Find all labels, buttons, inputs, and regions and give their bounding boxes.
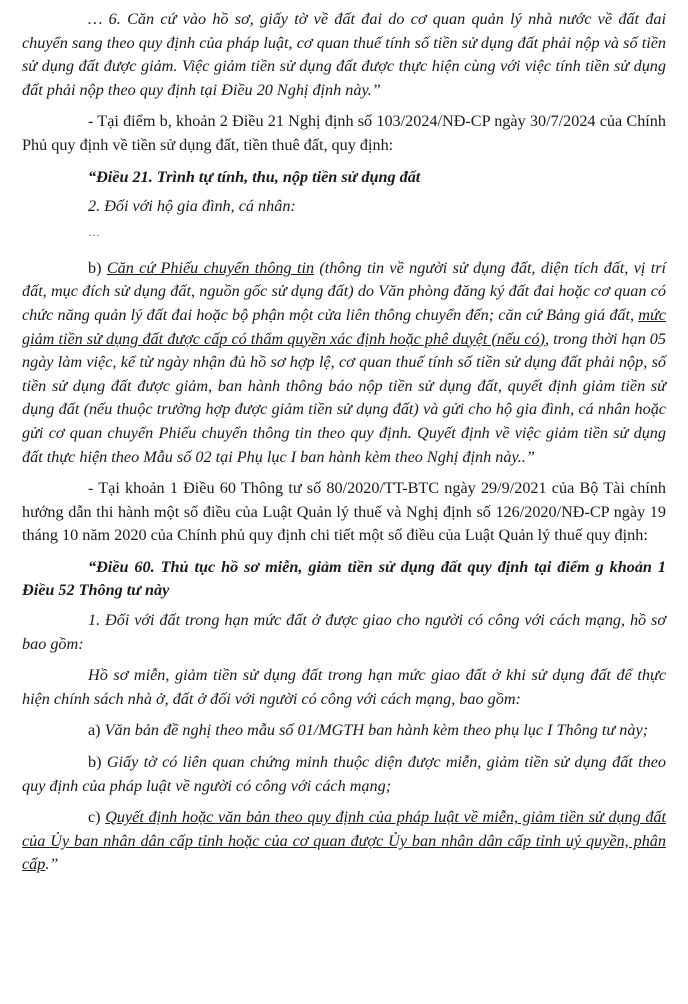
- point-b-label: b): [88, 258, 107, 277]
- item-c-underlined: Quyết định hoặc văn bản theo quy định của pháp luật về miễn, giảm tiền sử dụng đất của Ủy ban nhân dân cấp tỉnh hoặc của cơ quan được Ủy ban nhân dân cấp tỉnh uỷ quyền, phân cấp: [22, 808, 667, 874]
- item-b-label: b): [88, 753, 107, 772]
- point-b-underlined-2: mức giảm tiền sử dụng đất được cấp có thẩm quyền xác định hoặc phê duyệt (nếu có): [22, 305, 666, 348]
- point-b-text-1: (thông tin về người sử dụng đất, diện tích đất, vị trí đất, mục đích sử dụng đất, nguồn gốc sử dụng đất) do Văn phòng đăng ký đất đai hoặc cơ quan có chức năng quản lý đất đai hoặc bộ phận một cửa liên thông chuyển đến; căn cứ Bảng giá đất,: [22, 258, 666, 324]
- point-b-underlined-1: Căn cứ Phiếu chuyển thông tin: [106, 258, 315, 277]
- item-b-text: Giấy tờ có liên quan chứng minh thuộc diện được miễn, giảm tiền sử dụng đất theo quy định của pháp luật về người có công với cách mạng;: [22, 753, 667, 795]
- item-c-end: .”: [45, 855, 59, 874]
- item-a-text: Văn bản đề nghị theo mẫu số 01/MGTH ban hành kèm theo phụ lục I Thông tư này;: [104, 721, 649, 740]
- dossier-intro: Hồ sơ miễn, giảm tiền sử dụng đất trong hạn mức giao đất ở khi sử dụng đất để thực hiện chính sách nhà ở, đất ở đối với người có công với cách mạng, bao gồm:: [22, 666, 666, 708]
- citation-decree-103: - Tại điểm b, khoản 2 Điều 21 Nghị định số 103/2024/NĐ-CP ngày 30/7/2024 của Chính Phủ quy định về tiền sử dụng đất, tiền thuê đất, quy định:: [22, 112, 666, 154]
- point-b-text-2: , trong thời hạn 05 ngày làm việc, kể từ ngày nhận đủ hồ sơ hợp lệ, cơ quan thuế tính số tiền sử dụng đất phải nộp, số tiền sử dụng đất được giảm, ban hành thông báo nộp tiền sử dụng đất, quyết định giảm tiền sử dụng đất (nếu thuộc trường hợp được giảm tiền sử dụng đất) và gửi cho hộ gia đình, cá nhân hoặc gửi cơ quan chuyển Phiếu chuyển thông tin theo quy định. Quyết định về việc giảm tiền sử dụng đất thực hiện theo Mẫu số 02 tại Phụ lục I ban hành kèm theo Nghị định này..”: [22, 329, 666, 466]
- item-c-label: c): [88, 808, 106, 827]
- item-a: [22, 719, 666, 743]
- article-60-heading: “Điều 60. Thủ tục hồ sơ miễn, giảm tiền sử dụng đất quy định tại điểm g khoản 1 Điều 52 Thông tư này: [22, 557, 666, 600]
- ellipsis-marker: …: [88, 224, 100, 239]
- quote-clause-6: … 6. Căn cứ vào hồ sơ, giấy tờ về đất đai do cơ quan quản lý nhà nước về đất đai chuyển sang theo quy định của pháp luật, cơ quan thuế tính số tiền sử dụng đất phải nộp và số tiền sử dụng đất được giảm. Việc giảm tiền sử dụng đất được thực hiện cùng với việc tính tiền sử dụng đất phải nộp theo quy định tại Điều 20 Nghị định này.”: [22, 10, 666, 99]
- point-b-paragraph: [22, 257, 666, 469]
- item-a-label: a): [88, 721, 105, 740]
- clause-1-revolution-contributors: 1. Đối với đất trong hạn mức đất ở được giao cho người có công với cách mạng, hồ sơ bao gồm:: [22, 611, 666, 653]
- citation-circular-80: - Tại khoản 1 Điều 60 Thông tư số 80/2020/TT-BTC ngày 29/9/2021 của Bộ Tài chính hướng dẫn thi hành một số điều của Luật Quản lý thuế và Nghị định số 126/2020/NĐ-CP ngày 19 tháng 10 năm 2020 của Chính phủ quy định chi tiết một số điều của Luật Quản lý thuế quy định:: [22, 479, 666, 545]
- item-b: [22, 751, 666, 798]
- clause-2-households: 2. Đối với hộ gia đình, cá nhân:: [88, 197, 296, 216]
- item-c: [22, 806, 666, 877]
- article-21-heading: “Điều 21. Trình tự tính, thu, nộp tiền sử dụng đất: [88, 167, 421, 186]
